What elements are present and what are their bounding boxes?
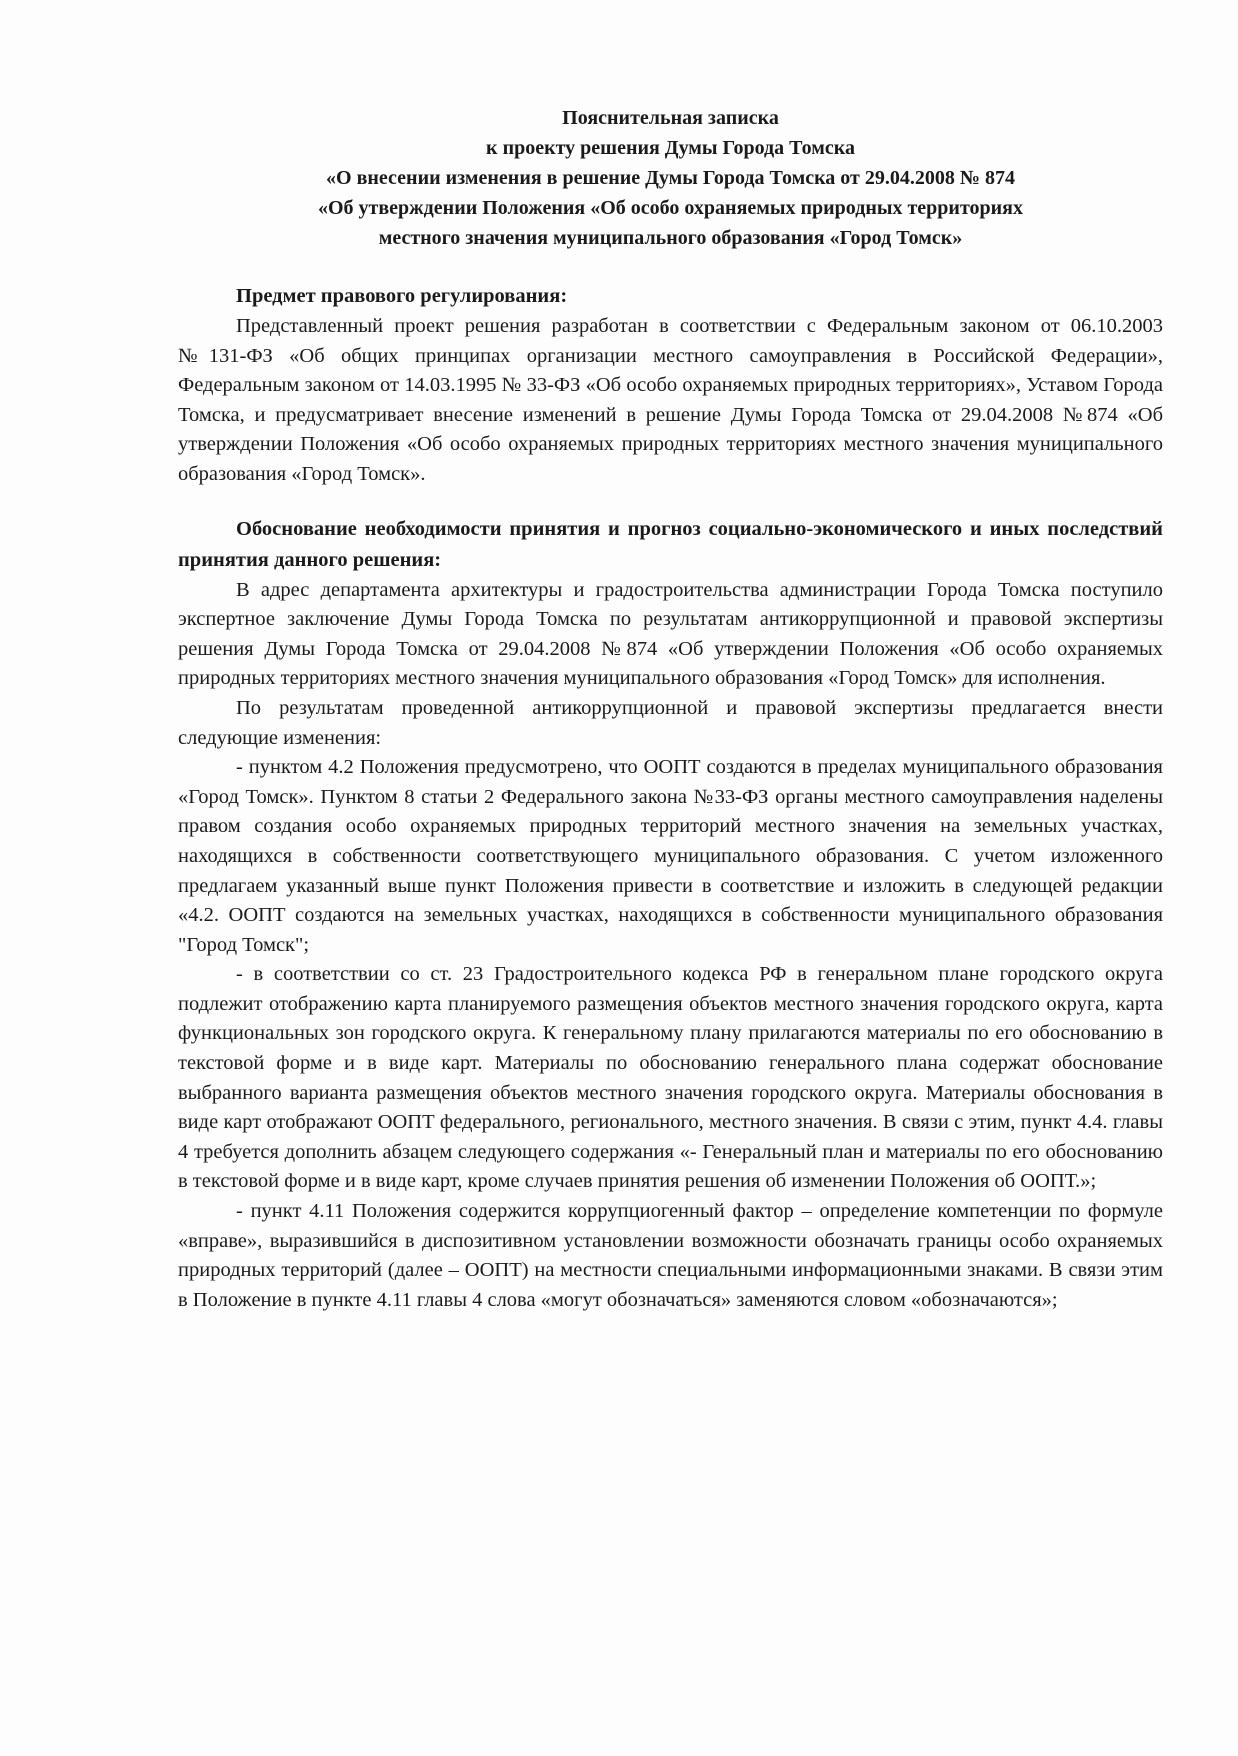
title-line: «Об утверждении Положения «Об особо охраняемых природных территориях [318, 197, 1023, 219]
list-item: - пункт 4.11 Положения содержится коррупциогенный фактор – определение компетенции по формуле «вправе», выразившийся в диспозитивном установлении возможности обозначать границы особо охраняемых природных территорий (далее – ООПТ) на местности специальными информационными знаками. В связи этим в Положение в пункте 4.11 главы 4 слова «могут обозначаться» заменяются словом «обозначаются»; [178, 1200, 1163, 1311]
title-line: Пояснительная записка [562, 107, 779, 129]
document-page [178, 103, 1163, 1315]
list-item: - в соответствии со ст. 23 Градостроительного кодекса РФ в генеральном плане городского округа подлежит отображению карта планируемого размещения объектов местного значения городского округа, карта функциональных зон городского округа. К генеральному плану прилагаются материалы по его обоснованию в текстовой форме и в виде карт. Материалы по обоснованию генерального плана содержат обоснование выбранного варианта размещения объектов местного значения городского округа. Материалы обоснования в виде карт отображают ООПТ федерального, регионального, местного значения. В связи с этим, пункт 4.4. главы 4 требуется дополнить абзацем следующего содержания «- Генеральный план и материалы по его обоснованию в текстовой форме и в виде карт, кроме случаев принятия решения об изменении Положения об ООПТ.»; [178, 963, 1163, 1193]
paragraph: По результатам проведенной антикоррупционной и правовой экспертизы предлагается внести следующие изменения: [178, 696, 1163, 749]
section-heading-subject: Предмет правового регулирования: [236, 285, 568, 307]
paragraph: Представленный проект решения разработан в соответствии с Федеральным законом от 06.10.2003 №131-ФЗ «Об общих принципах организации местного самоуправления в Российской Федерации», Федеральным законом от 14.03.1995 № 33-ФЗ «Об особо охраняемых природных территориях», Уставом Города Томска, и предусматривает внесение изменений в решение Думы Города Томска от 29.04.2008 №874 «Об утверждении Положения «Об особо охраняемых природных территориях местного значения муниципального образования «Город Томск». [178, 315, 1163, 485]
title-line: «О внесении изменения в решение Думы Города Томска от 29.04.2008 № 874 [326, 167, 1015, 189]
paragraph: В адрес департамента архитектуры и градостроительства администрации Города Томска поступило экспертное заключение Думы Города Томска по результатам антикоррупционной и правовой экспертизы решения Думы Города Томска от 29.04.2008 №874 «Об утверждении Положения «Об особо охраняемых природных территориях местного значения муниципального образования «Город Томск» для исполнения. [178, 578, 1163, 690]
document-title [178, 103, 1163, 253]
section-heading-justification: Обоснование необходимости принятия и прогноз социально-экономического и иных последствий принятия данного решения: [178, 517, 1163, 571]
title-line: местного значения муниципального образования «Город Томск» [378, 227, 963, 249]
title-line: к проекту решения Думы Города Томска [486, 137, 855, 159]
list-item: - пунктом 4.2 Положения предусмотрено, что ООПТ создаются в пределах муниципального образования «Город Томск». Пунктом 8 статьи 2 Федерального закона №33-ФЗ органы местного самоуправления наделены правом создания особо охраняемых природных территорий местного значения на земельных участках, находящихся в собственности соответствующего муниципального образования. С учетом изложенного предлагаем указанный выше пункт Положения привести в соответствие и изложить в следующей редакции «4.2. ООПТ создаются на земельных участках, находящихся в собственности муниципального образования "Город Томск"; [178, 756, 1163, 956]
